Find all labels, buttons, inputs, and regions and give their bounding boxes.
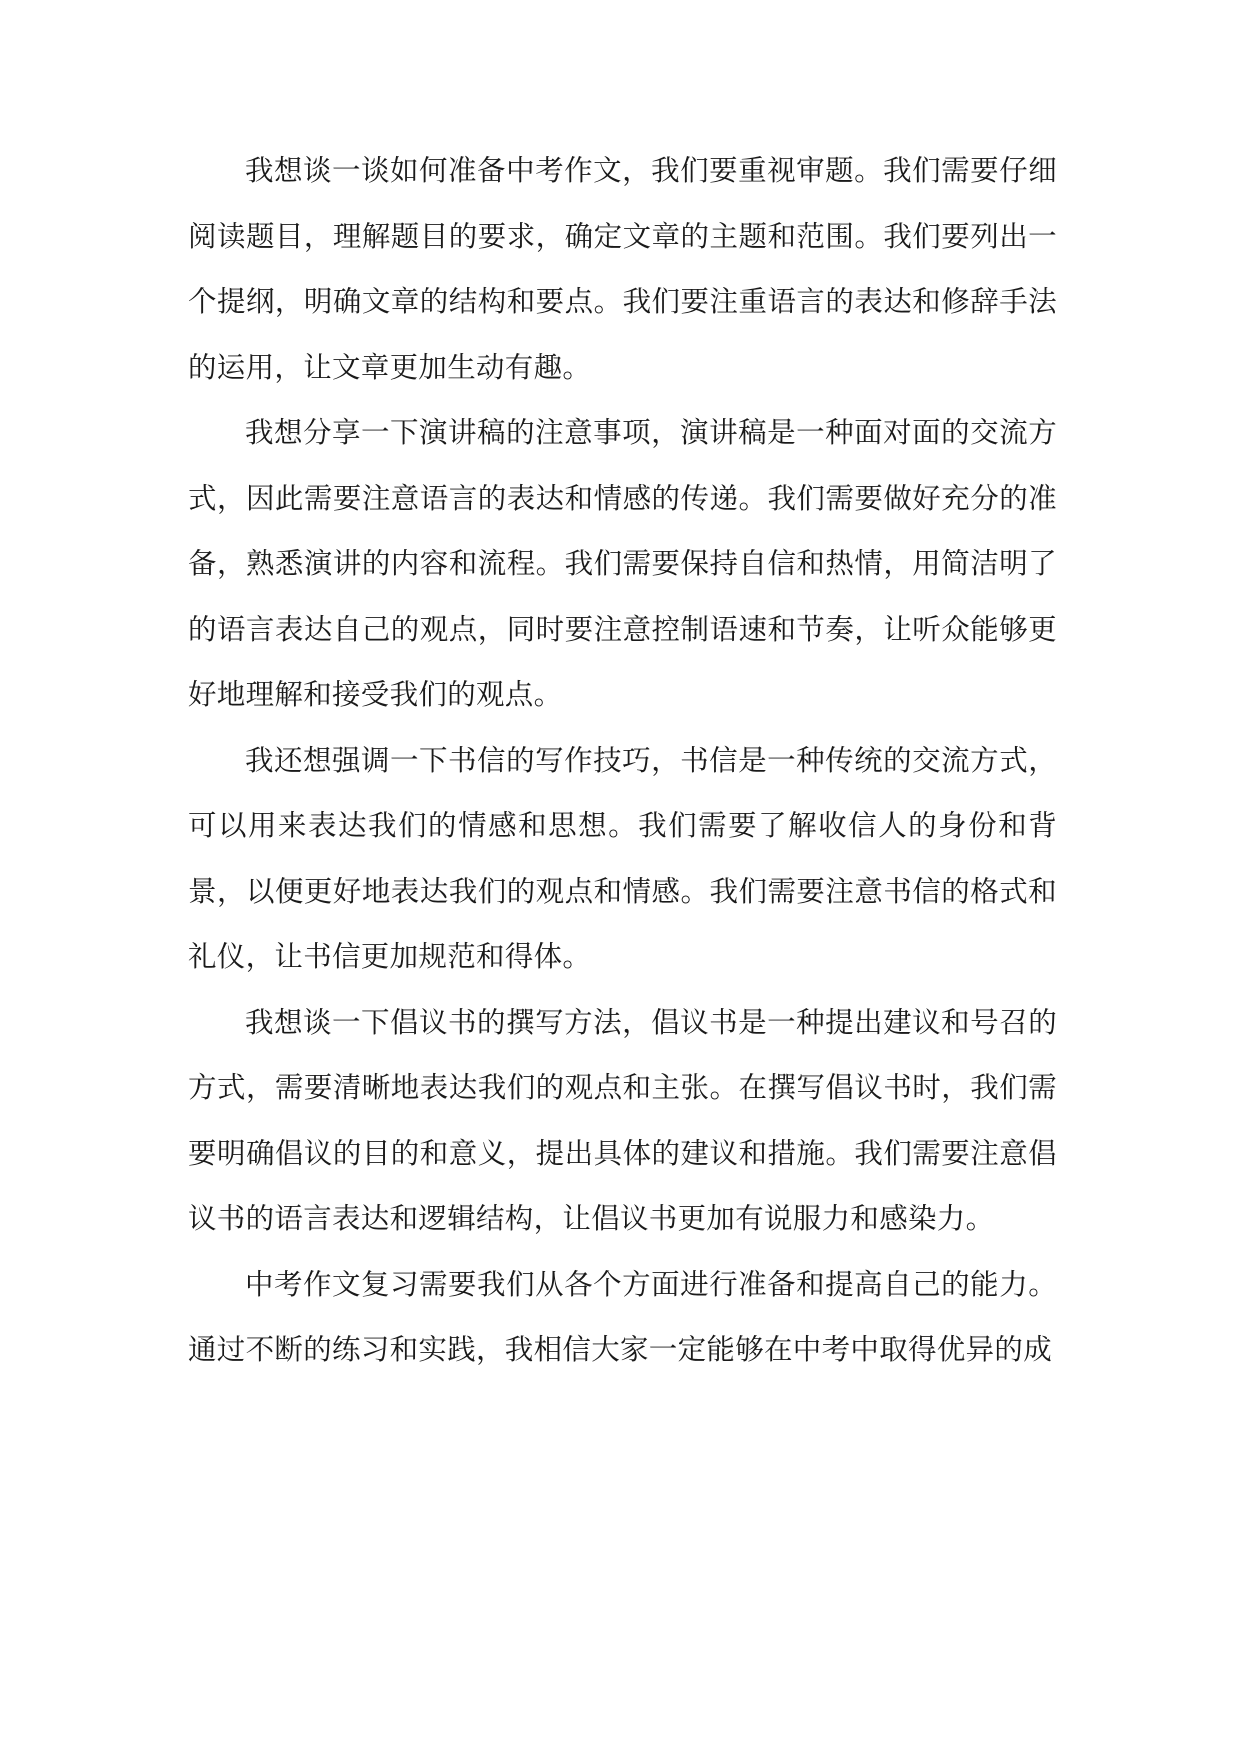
paragraph-letter-writing: 我还想强调一下书信的写作技巧，书信是一种传统的交流方式，可以用来表达我们的情感和思想。我们需要了解收信人的身份和背景，以便更好地表达我们的观点和情感。我们需要注意书信的格式和礼仪，让书信更加规范和得体。	[188, 743, 1057, 973]
paragraph-composition-prep: 我想谈一谈如何准备中考作文，我们要重视审题。我们需要仔细阅读题目，理解题目的要求，确定文章的主题和范围。我们要列出一个提纲，明确文章的结构和要点。我们要注重语言的表达和修辞手法的运用，让文章更加生动有趣。	[188, 154, 1057, 384]
paragraph-conclusion: 中考作文复习需要我们从各个方面进行准备和提高自己的能力。通过不断的练习和实践，我相信大家一定能够在中考中取得优异的成	[188, 1267, 1057, 1366]
paragraph-speech-tips: 我想分享一下演讲稿的注意事项，演讲稿是一种面对面的交流方式，因此需要注意语言的表达和情感的传递。我们需要做好充分的准备，熟悉演讲的内容和流程。我们需要保持自信和热情，用简洁明了的语言表达自己的观点，同时要注意控制语速和节奏，让听众能够更好地理解和接受我们的观点。	[188, 416, 1057, 711]
paragraph-proposal-writing: 我想谈一下倡议书的撰写方法，倡议书是一种提出建议和号召的方式，需要清晰地表达我们的观点和主张。在撰写倡议书时，我们需要明确倡议的目的和意义，提出具体的建议和措施。我们需要注意倡议书的语言表达和逻辑结构，让倡议书更加有说服力和感染力。	[188, 1005, 1057, 1235]
document-body	[188, 138, 1057, 1383]
